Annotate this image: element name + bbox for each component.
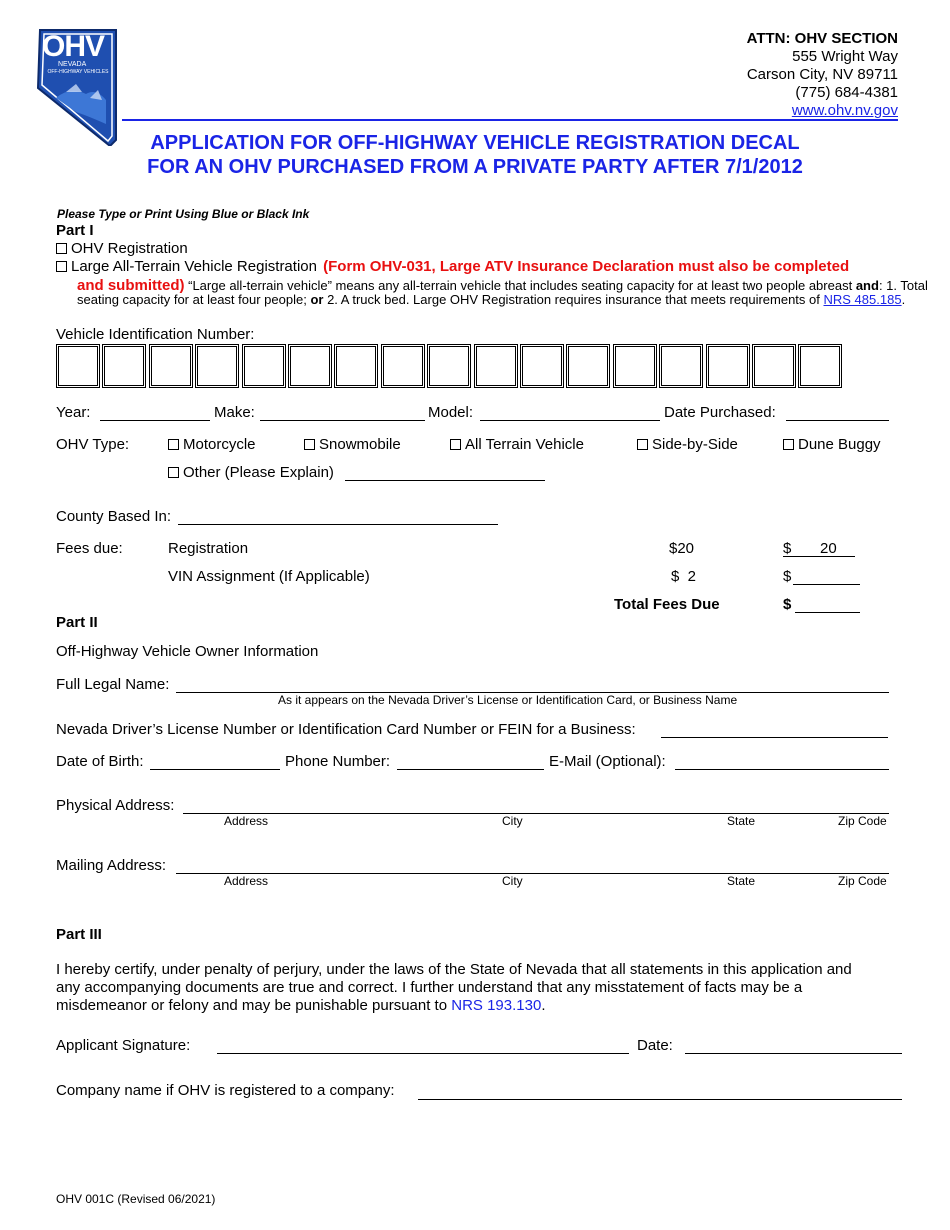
mailing-zip-col: Zip Code xyxy=(838,874,887,888)
option-label: Large All-Terrain Vehicle Registration xyxy=(71,258,317,275)
type-label: Side-by-Side xyxy=(652,436,738,453)
phone-label: Phone Number: xyxy=(285,753,391,770)
vin-char-box[interactable] xyxy=(520,344,564,388)
mailing-city-col: City xyxy=(502,874,523,888)
nrs-485-link[interactable]: NRS 485.185 xyxy=(823,292,902,307)
license-input[interactable] xyxy=(661,737,888,738)
definition-text: seating capacity for at least four people; xyxy=(77,292,307,307)
make-label: Make: xyxy=(214,404,255,421)
model-label: Model: xyxy=(428,404,474,421)
physical-zip-col: Zip Code xyxy=(838,814,887,828)
option-large-atv[interactable] xyxy=(56,258,906,276)
vin-char-box[interactable] xyxy=(381,344,425,388)
vin-char-box[interactable] xyxy=(427,344,471,388)
license-label: Nevada Driver’s License Number or Identification Card Number or FEIN for a Business: xyxy=(56,721,636,738)
company-label: Company name if OHV is registered to a company: xyxy=(56,1082,395,1099)
checkbox-motorcycle[interactable] xyxy=(168,439,179,450)
address-city: Carson City, NV 89711 xyxy=(746,66,898,83)
vin-char-box[interactable] xyxy=(474,344,518,388)
header-rule xyxy=(122,119,898,121)
dob-input[interactable] xyxy=(150,769,280,770)
type-label: Motorcycle xyxy=(183,436,256,453)
vin-char-box[interactable] xyxy=(56,344,100,388)
company-input[interactable] xyxy=(418,1099,902,1100)
checkbox-dune-buggy[interactable] xyxy=(783,439,794,450)
option-ohv-registration[interactable] xyxy=(56,240,188,258)
ohv-type-label: OHV Type: xyxy=(56,436,130,453)
type-other[interactable] xyxy=(168,464,334,482)
total-fees-label: Total Fees Due xyxy=(614,596,720,613)
type-snowmobile[interactable] xyxy=(304,436,401,454)
mailing-address-label: Mailing Address: xyxy=(56,857,167,874)
period: . xyxy=(541,997,546,1014)
vin-char-box[interactable] xyxy=(242,344,286,388)
part1-heading: Part I xyxy=(56,222,94,239)
large-atv-definition-2 xyxy=(77,292,907,308)
large-atv-warning-end: and submitted) xyxy=(77,277,185,294)
vin-label: Vehicle Identification Number: xyxy=(56,326,255,343)
vin-char-box[interactable] xyxy=(659,344,703,388)
nrs-193-link[interactable]: NRS 193.130 xyxy=(451,997,542,1014)
vin-char-box[interactable] xyxy=(149,344,193,388)
phone-input[interactable] xyxy=(397,769,544,770)
large-atv-warning: (Form OHV-031, Large ATV Insurance Declaration must also be completed xyxy=(323,258,850,275)
form-title xyxy=(60,131,890,179)
type-label: All Terrain Vehicle xyxy=(465,436,584,453)
physical-state-col: State xyxy=(727,814,756,828)
full-name-note: As it appears on the Nevada Driver’s License or Identification Card, or Business Name xyxy=(278,693,738,707)
vin-char-box[interactable] xyxy=(798,344,842,388)
physical-address-input[interactable] xyxy=(183,813,889,814)
dollar-sign: $ xyxy=(783,568,792,585)
year-label: Year: xyxy=(56,404,91,421)
county-input[interactable] xyxy=(178,524,498,525)
type-label: Dune Buggy xyxy=(798,436,881,453)
dob-label: Date of Birth: xyxy=(56,753,144,770)
physical-address-label: Physical Address: xyxy=(56,797,175,814)
vin-char-box[interactable] xyxy=(752,344,796,388)
type-dune-buggy[interactable] xyxy=(783,436,881,454)
mailing-address-input[interactable] xyxy=(176,873,889,874)
address-phone: (775) 684-4381 xyxy=(795,84,898,101)
logo-text: OHV xyxy=(42,30,105,63)
checkbox-atv[interactable] xyxy=(450,439,461,450)
dollar-sign: $ xyxy=(783,596,792,613)
signature-label: Applicant Signature: xyxy=(56,1037,191,1054)
logo-sub: OFF-HIGHWAY VEHICLES xyxy=(47,69,109,75)
fee-vin-amount: $ 2 xyxy=(671,568,697,585)
form-id: OHV 001C (Revised 06/2021) xyxy=(56,1192,216,1206)
vin-char-box[interactable] xyxy=(334,344,378,388)
part3-heading: Part III xyxy=(56,926,102,943)
period: . xyxy=(901,292,906,307)
checkbox-side-by-side[interactable] xyxy=(637,439,648,450)
fee-registration-value: 20 xyxy=(820,540,837,557)
mailing-state-col: State xyxy=(727,874,756,888)
year-input[interactable] xyxy=(100,420,210,421)
type-label: Snowmobile xyxy=(319,436,401,453)
vin-char-box[interactable] xyxy=(195,344,239,388)
type-label: Other (Please Explain) xyxy=(183,464,334,481)
certify-line-1: I hereby certify, under penalty of perjury, under the laws of the State of Nevada that all statements in this application and xyxy=(56,961,852,978)
full-name-label: Full Legal Name: xyxy=(56,676,170,693)
certification-text xyxy=(56,961,906,1015)
vin-char-box[interactable] xyxy=(288,344,332,388)
email-label: E-Mail (Optional): xyxy=(549,753,666,770)
title-line-2: FOR AN OHV PURCHASED FROM A PRIVATE PARTY AFTER 7/1/2012 xyxy=(147,156,803,178)
website-link[interactable]: www.ohv.nv.gov xyxy=(791,102,898,119)
model-input[interactable] xyxy=(480,420,660,421)
mailing-address-col: Address xyxy=(224,874,269,888)
vin-char-box[interactable] xyxy=(566,344,610,388)
make-input[interactable] xyxy=(260,420,425,421)
part2-heading: Part II xyxy=(56,614,98,631)
fee-registration-amount: $20 xyxy=(669,540,695,557)
total-fees-input[interactable] xyxy=(795,612,860,613)
vin-char-box[interactable] xyxy=(706,344,750,388)
checkbox-large-atv[interactable] xyxy=(56,261,67,272)
definition-text: “Large all-terrain vehicle” means any all-terrain vehicle that includes seating capacity for at least two people abreast xyxy=(188,278,853,293)
type-motorcycle[interactable] xyxy=(168,436,256,454)
county-label: County Based In: xyxy=(56,508,172,525)
ink-instructions: Please Type or Print Using Blue or Black Ink xyxy=(57,207,310,221)
vin-char-box[interactable] xyxy=(613,344,657,388)
checkbox-ohv-registration[interactable] xyxy=(56,243,67,254)
date-purchased-label: Date Purchased: xyxy=(664,404,776,421)
fee-registration-underline xyxy=(783,556,855,557)
attn-line: ATTN: OHV SECTION xyxy=(746,30,898,47)
email-input[interactable] xyxy=(675,769,889,770)
vin-char-box[interactable] xyxy=(102,344,146,388)
dollar-sign: $ xyxy=(783,540,792,557)
option-label: OHV Registration xyxy=(71,240,188,257)
fee-vin-input[interactable] xyxy=(793,584,860,585)
definition-text: : 1. Total xyxy=(878,278,928,293)
date-purchased-input[interactable] xyxy=(786,420,889,421)
title-line-1: APPLICATION FOR OFF-HIGHWAY VEHICLE REGISTRATION DECAL xyxy=(150,132,800,154)
physical-city-col: City xyxy=(502,814,523,828)
date-label: Date: xyxy=(637,1037,673,1054)
physical-address-col: Address xyxy=(224,814,269,828)
or-word: or xyxy=(310,292,324,307)
logo-state: NEVADA xyxy=(58,61,87,68)
date-input[interactable] xyxy=(685,1053,902,1054)
and-word: and xyxy=(855,278,879,293)
certify-line-3: misdemeanor or felony and may be punishable pursuant to xyxy=(56,997,448,1014)
fee-registration-label: Registration xyxy=(168,540,249,557)
signature-input[interactable] xyxy=(217,1053,629,1054)
ohv-logo xyxy=(36,28,120,146)
fee-vin-label: VIN Assignment (If Applicable) xyxy=(168,568,370,585)
definition-text: 2. A truck bed. Large OHV Registration requires insurance that meets requirements of xyxy=(327,292,820,307)
address-street: 555 Wright Way xyxy=(792,48,898,65)
checkbox-snowmobile[interactable] xyxy=(304,439,315,450)
other-explain-input[interactable] xyxy=(345,480,545,481)
owner-info-heading: Off-Highway Vehicle Owner Information xyxy=(56,643,319,660)
certify-line-2: any accompanying documents are true and correct. I further understand that any misstatement of facts may be a xyxy=(56,979,803,996)
checkbox-other[interactable] xyxy=(168,467,179,478)
type-side-by-side[interactable] xyxy=(637,436,738,454)
type-atv[interactable] xyxy=(450,436,584,454)
fees-label: Fees due: xyxy=(56,540,123,557)
